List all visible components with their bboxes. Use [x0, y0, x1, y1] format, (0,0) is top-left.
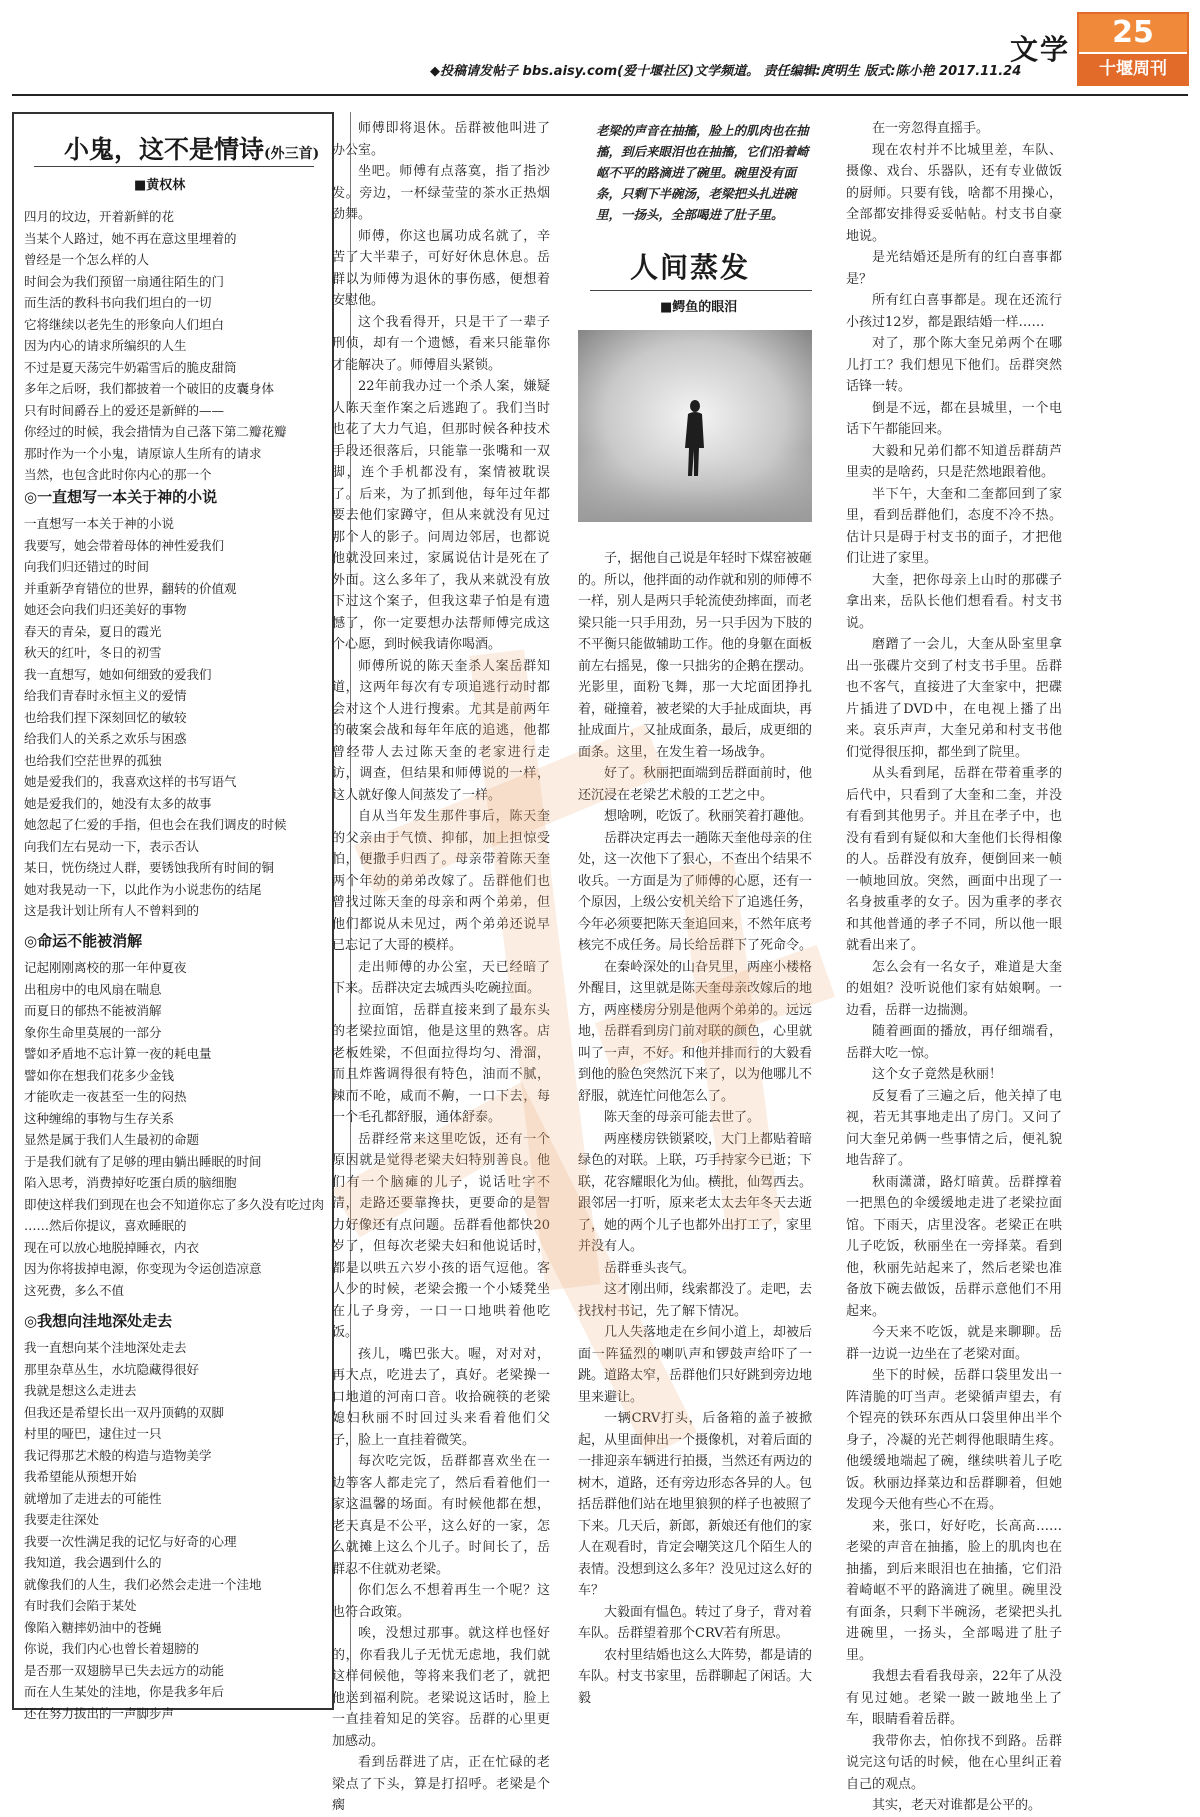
poem-line: 象你生命里莫展的一部分 [24, 1024, 162, 1040]
story-paragraph: 自从当年发生那件事后，陈天奎的父亲由于气愤、抑郁，加上担惊受怕，便撒手归西了。母亲带着陈天奎两个年幼的弟弟改嫁了。岳群他们也曾找过陈天奎的母亲和两个弟弟，但他们都说从未见过，两个弟弟还说早已忘记了大哥的模样。 [332, 809, 550, 953]
story-paragraph: 来，张口，好好吃，长高高……老梁的声音在抽搐，脸上的肌肉也在抽搐，到后来眼泪也在抽搐，它们沿着崎岖不平的路滴进了碗里。碗里没有面条，只剩下半碗汤，老梁把头扎进碗里，一扬头，全部喝进了肚子里。 [846, 1518, 1062, 1663]
poem-line: 当然，也包含此时你内心的那一个 [24, 467, 212, 482]
fog-figure-photo [578, 330, 812, 522]
story-paragraph: 我想去看看我母亲，22年了从没有见过她。老梁一跛一跛地坐上了车，眼睛看着岳群。 [846, 1669, 1062, 1727]
poem-line: 陷入思考，消费掉好吃蛋白质的脑细胞 [24, 1175, 237, 1190]
story-paragraph: 两座楼房铁锁紧咬，大门上都贴着暗绿色的对联。上联，巧手持家今已逝；下联，花容耀眼化为仙。横批，仙驾西去。跟邻居一打听，原来老太太去年冬天去逝了，她的两个儿子也都外出打工了，家里并没有人。 [578, 1131, 813, 1254]
poem-line: 只有时间爵吞上的爱还是新鲜的—— [24, 402, 225, 418]
story-paragraph: 倒是不远，都在县城里，一个电话下午都能回来。 [846, 400, 1062, 437]
story-column-3 [846, 118, 1062, 1813]
story-paragraph: 所有红白喜事都是。现在还流行小孩过12岁，都是跟结婚一样…… [846, 293, 1062, 330]
story-paragraph: 岳群垂头丧气。 [604, 1260, 696, 1276]
story-paragraph: 拉面馆，岳群直接来到了最东头的老梁拉面馆，他是这里的熟客。店老板姓梁，不但面拉得均匀、滑溜，而且炸酱调得很有特色，油而不腻，辣而不呛，咸而不齁，一口下去，每一个毛孔都舒服，通体舒泰。 [332, 1002, 550, 1125]
poem-line: 就增加了走进去的可能性 [24, 1490, 162, 1506]
story-paragraph: 对了，那个陈大奎兄弟两个在哪儿打工？我们想见下他们。岳群突然话锋一转。 [846, 336, 1062, 394]
poem-line: 向我们左右晃动一下，表示否认 [24, 838, 200, 854]
pull-quote: 老梁的声音在抽搐，脸上的肌肉也在抽搐，到后来眼泪也在抽搐，它们沿着崎岖不平的路滴进了碗里。碗里没有面条，只剩下半碗汤，老梁把头扎进碗里，一扬头，全部喝进了肚子里。 [596, 123, 809, 222]
poem-subtitle-2: ◎命运不能被消解 [24, 932, 143, 950]
poem-line: 记起刚刚离校的那一年仲夏夜 [24, 960, 187, 975]
story-paragraph: 22年前我办过一个杀人案，嫌疑人陈天奎作案之后逃跑了。我们当时也花了大力气追，但那时候各种技术手段还很落后，只能靠一张嘴和一双脚，连个手机都没有，案情被耽误了。后来，为了抓到他，每年过年都要去他们家蹲守，但从来就没有见过那个人的影子。问周边邻居，也都说他就没回来过，家属说估计是死在了外面。这么多年了，我从来就没有放下过这个案子，但我这辈子怕是有遗憾了，你一定要想办法帮师傅完成这个心愿，到时候我请你喝酒。 [332, 379, 550, 652]
poem-box [12, 112, 334, 1721]
story-paragraph: 唉，没想过那事。就这样也怪好的，你看我儿子无忧无虑地，我们就这样伺候他，等将来我们老了，就把他送到福利院。老梁说这话时，脸上一直挂着知足的笑容。岳群的心里更加感动。 [332, 1626, 550, 1749]
poem-subtitle-1: ◎一直想写一本关于神的小说 [24, 488, 218, 506]
poem-line: 我要走往深处 [24, 1512, 100, 1527]
poem-line: 因为你将拔掉电源，你变现为令运创造凉意 [24, 1261, 262, 1276]
story-column-2 [578, 548, 812, 1710]
story-paragraph: 在秦岭深处的山旮旯里，两座小楼格外醒目，这里就是陈天奎母亲改嫁后的地方，两座楼房分别是他两个弟弟的。远远地，岳群看到房门前对联的颜色，心里就叫了一声，不好。和他并排而行的大毅看到他的脸色突然沉下来了，以为他哪儿不舒服，就连忙问他怎么了。 [578, 959, 813, 1104]
story-paragraph: 岳群经常来这里吃饭，还有一个原因就是觉得老梁夫妇特别善良。他们有一个脑瘫的儿子，说话吐字不清，走路还要靠搀扶，更要命的是智力好像还有点问题。岳群看他都快20岁了，但每次老梁夫妇和他说话时，都是以哄五六岁小孩的语气逗他。客人少的时候，老梁会搬一个小矮凳坐在儿子身旁，一口一口地哄着他吃饭。 [332, 1131, 550, 1340]
story-paragraph: 你们怎么不想着再生一个呢？这也符合政策。 [332, 1583, 550, 1620]
story-paragraph: 是光结婚还是所有的红白喜事都是？ [846, 250, 1062, 287]
story-paragraph: 现在农村并不比城里差，车队、摄像、戏台、乐器队，还有专业做饭的厨师。只要有钱，啥都不用操心，全部都安排得妥妥帖帖。村支书自豪地说。 [846, 142, 1062, 244]
poem-line: 我要写，她会带着母体的神性爱我们 [24, 537, 225, 553]
poem-line: 向我们归还错过的时间 [24, 559, 150, 574]
story-paragraph: 随着画面的播放，再仔细端看，岳群大吃一惊。 [846, 1024, 1062, 1061]
poem-line: 她还会向我们归还美好的事物 [24, 602, 187, 617]
poem-subtitle-3: ◎我想向洼地深处走去 [24, 1312, 173, 1330]
poem-line: 时间会为我们预留一扇通往陌生的门 [24, 273, 225, 289]
poem-line: 有时我们会陷于某处 [24, 1598, 137, 1613]
poem-part-3 [24, 957, 324, 1301]
poem-line: 她忽起了仁爱的手指，但也会在我们调皮的时候 [24, 817, 287, 832]
poem-line: 你说，我们内心也曾长着翅膀的 [24, 1641, 200, 1656]
poem-line: 多年之后呀，我们都披着一个破旧的皮囊身体 [24, 381, 275, 396]
story-paragraph: 好了。秋丽把面端到岳群面前时，他还沉浸在老梁艺术般的工艺之中。 [578, 766, 813, 803]
story-paragraph: 坐下的时候，岳群口袋里发出一阵清脆的叮当声。老梁循声望去，有个锃亮的铁环东西从口袋里伸出半个身子，冷凝的光芒刺得他眼睛生疼。他缓缓地端起了碗，继续哄着儿子吃饭。秋丽边择菜边和岳群聊着，但她发现今天他有些心不在焉。 [846, 1368, 1062, 1512]
story-paragraph: 看到岳群进了店，正在忙碌的老梁点了下头，算是打招呼。老梁是个瘸 [332, 1755, 550, 1813]
poem-line: 她是爱我们的，她没有太多的故事 [24, 795, 212, 811]
poem-line: 春天的青朵，夏日的霞光 [24, 623, 162, 639]
title-divider [34, 166, 314, 167]
story-paragraph: 其实，老天对谁都是公平的。 [872, 1798, 1042, 1813]
poem-line: 她对我晃动一下，以此作为小说悲伤的结尾 [24, 881, 262, 897]
poem-line: 这死费，多么不值 [24, 1282, 125, 1298]
poem-line: 我要一次性满足我的记忆与好奇的心理 [24, 1533, 237, 1549]
poem-line: 我记得那艺术般的构造与造物美学 [24, 1447, 212, 1463]
story-paragraph: 孩儿，嘴巴张大。喔，对对对，再大点，吃进去了，真好。老梁操一口地道的河南口音。收拾碗筷的老梁媳妇秋丽不时回过头来看着他们父子，脸上一直挂着微笑。 [332, 1346, 550, 1448]
story-paragraph: 这才刚出师，线索都没了。走吧，去找找村书记，先了解下情况。 [578, 1282, 813, 1319]
story-paragraph: 大毅和兄弟们都不知道岳群葫芦里卖的是啥药，只是茫然地跟着他。 [846, 443, 1062, 480]
story-title: 人间蒸发 [630, 251, 751, 284]
page-number: 25 [1079, 14, 1187, 52]
poem-line: 四月的坟边，开着新鲜的花 [24, 209, 175, 224]
poem-line: 她是爱我们的，我喜欢这样的书写语气 [24, 774, 237, 789]
poem-line: 我知道，我会遇到什么的 [24, 1555, 162, 1570]
poem-title-suffix: (外三首) [264, 146, 320, 162]
story-paragraph: 磨蹭了一会儿，大奎从卧室里拿出一张碟片交到了村支书手里。岳群也不客气，直接进了大奎家中，把碟片插进了DVD中，在电视上播了出来。哀乐声声，大奎兄弟和村支书他们觉得很压抑，都坐到了院里。 [846, 637, 1062, 760]
poem-line: 就像我们的人生，我们必然会走进一个洼地 [24, 1576, 262, 1592]
poem-line: 现在可以放心地脱掉睡衣，内衣 [24, 1239, 200, 1255]
poem-line: 我就是想这么走进去 [24, 1383, 137, 1398]
poem-line: 你经过的时候，我会措情为自己落下第二瓣花瓣 [24, 424, 287, 439]
poem-line: 是否那一双翅膀早已失去远方的动能 [24, 1662, 225, 1678]
poem-line: 才能吹走一夜甚至一生的闷热 [24, 1089, 187, 1104]
story-paragraph: 陈天奎的母亲可能去世了。 [604, 1110, 761, 1125]
story-paragraph: 大毅面有愠色。转过了身子，背对着车队。岳群望着那个CRV若有所思。 [578, 1604, 813, 1641]
poem-part-4 [24, 1337, 324, 1724]
poem-part-1 [24, 206, 324, 486]
poem-author: ■黄权林 [134, 178, 186, 193]
masthead [0, 0, 1200, 96]
poem-line: 曾经是一个怎么样的人 [24, 252, 150, 267]
section-title: 文学 [1010, 33, 1071, 66]
paper-name: 十堰周刊 [1079, 54, 1187, 84]
story-paragraph: 这个我看得开，只是干了一辈子刑侦，却有一个遗憾，看来只能靠你才能解决了。师傅眉头紧锁。 [332, 314, 550, 373]
poem-line: 这种缠绵的事物与生存关系 [24, 1110, 175, 1126]
story-paragraph: 师傅，你这也属功成名就了，辛苦了大半辈子，可好好休息休息。岳群以为师傅为退休的事伤感，便想着安慰他。 [332, 228, 550, 308]
story-paragraph: 怎么会有一名女子，难道是大奎的姐姐？没听说他们家有姑娘啊。一边看，岳群一边揣测。 [846, 959, 1062, 1018]
story-paragraph: 半下午，大奎和二奎都回到了家里，看到岳群他们，态度不冷不热。估计只是碍于村支书的面子，才把他们让进了家里。 [846, 486, 1062, 566]
story-paragraph: 今天来不吃饭，就是来聊聊。岳群一边说一边坐在了老梁对面。 [846, 1325, 1062, 1362]
story-paragraph: 子，据他自己说是年轻时下煤窑被砸的。所以，他拌面的动作就和别的师傅不一样，别人是两只手轮流使劲摔面，而老梁只能一只手用劲，另一只手因为下肢的不平衡只能做辅助工作。他的身躯在面板前左右摇晃，像一只拙劣的企鹅在摆动。光影里，面粉飞舞，那一大坨面团挣扎着，碰撞着，被老梁的大手扯成面块，再扯成面片，又扯成面条，最后，成更细的面条。这里，在发生着一场战争。 [578, 551, 813, 760]
fog-photo-image [578, 330, 812, 522]
poem-line: 譬如你在想我们花多少金钱 [24, 1067, 175, 1083]
poem-line: 我一直想向某个洼地深处走去 [24, 1340, 187, 1355]
story-paragraph: 反复看了三遍之后，他关掉了电视，若无其事地走出了房门。又问了问大奎兄弟俩一些事情之后，便礼貌地告辞了。 [846, 1088, 1062, 1168]
editor-info-line: ◆投稿请发帖子 bbs.aisy.com(爱十堰社区)文学频道。 责任编辑:庹明生 版式:陈小艳 2017.11.24 [430, 64, 1022, 79]
story-paragraph: 大奎，把你母亲上山时的那碟子拿出来，岳队长他们想看看。村支书说。 [846, 572, 1062, 631]
poem-line: 那里杂草丛生，水坑隐藏得很好 [24, 1361, 200, 1377]
story-paragraph: 农村里结婚也这么大阵势，都是请的车队。村支书家里，岳群聊起了闲话。大毅 [578, 1647, 813, 1706]
poem-title [64, 130, 319, 166]
poem-line: 因为内心的请求所编织的人生 [24, 338, 187, 353]
poem-line: 一直想写一本关于神的小说 [24, 516, 175, 531]
header-rule [12, 94, 1188, 96]
poem-line: 而生活的教科书向我们坦白的一切 [24, 295, 212, 310]
story-paragraph: 想啥咧，吃饭了。秋丽笑着打趣他。 [604, 809, 813, 824]
poem-line: 于是我们就有了足够的理由躺出睡眠的时间 [24, 1153, 262, 1169]
poem-line: 给我们青春时永恒主义的爱情 [24, 688, 187, 703]
story-paragraph: 师傅即将退休。岳群被他叫进了办公室。 [332, 121, 550, 158]
poem-line: 我一直想写，她如何细致的爱我们 [24, 666, 212, 682]
story-title-rule [590, 290, 812, 291]
poem-line: 显然是属于我们人生最初的命题 [24, 1132, 200, 1147]
poem-line: 秋天的红叶，冬日的初雪 [24, 645, 162, 660]
story-paragraph: 走出师傅的办公室，天已经暗了下来。岳群决定去城西头吃碗拉面。 [332, 959, 550, 996]
poem-line: 出租房中的电风扇在喘息 [24, 981, 162, 997]
poem-line: 我希望能从预想开始 [24, 1469, 137, 1484]
story-paragraph: 这个女子竟然是秋丽！ [872, 1067, 1003, 1082]
story-paragraph: 从头看到尾，岳群在带着重孝的后代中，只看到了大奎和二奎，并没有看到其他男子。并且在孝子中，也没有看到有疑似和大奎他们长得相像的人。岳群没有放弃，便倒回来一帧一帧地回放。突然，画面中出现了一名身披重孝的女子。因为重孝的孝衣和其他普通的孝子不同，所以他一眼就看出来了。 [846, 766, 1062, 953]
poem-line: 当某个人路过，她不再在意这里埋着的 [24, 230, 237, 246]
poem-line: 这是我计划让所有人不曾料到的 [24, 903, 200, 918]
story-paragraph: 秋雨潇潇，路灯暗黄。岳群撑着一把黑色的伞缓缓地走进了老梁拉面馆。下雨天，店里没客。老梁正在哄儿子吃饭，秋丽坐在一旁择菜。看到他，秋丽先站起来了，然后老梁也准备放下碗去做饭，岳群示意他们不用起来。 [846, 1174, 1062, 1319]
poem-line: 而在人生某处的洼地，你是我多年后 [24, 1684, 225, 1699]
story-paragraph: 一辆CRV打头，后备箱的盖子被掀起，从里面伸出一个摄像机，对着后面的一排迎亲车辆进行拍摄，当然还有两边的树木，道路，还有旁边形态各异的人。包括岳群他们站在地里狼狈的样子也被照了下来。几天后，新郎，新娘还有他们的家人在观看时，肯定会嘲笑这几个陌生人的表情。没想到这么多年？没见过这么好的车？ [578, 1411, 813, 1598]
story-paragraph: 师傅所说的陈天奎杀人案岳群知道，这两年每次有专项追逃行动时都会对这个人进行搜索。尤其是前两年的破案会战和每年年底的追逃，他都曾经带人去过陈天奎的老家进行走访，调查，但结果和师傅说的一样，这人就好像人间蒸发了一样。 [332, 658, 550, 803]
page-badge [1077, 12, 1189, 86]
poem-line: 也给我们空茫世界的孤独 [24, 752, 162, 768]
story-paragraph: 岳群决定再去一趟陈天奎他母亲的住处，这一次他下了狠心，不查出个结果不收兵。一方面是为了师傅的心愿，还有一个原因，上级公安机关给下了追逃任务，今年必须要把陈天奎追回来，不然年底考核完不成任务。局长给岳群下了死命令。 [578, 830, 813, 953]
story-column-1 [332, 118, 550, 1813]
poem-title-text: 小鬼，这不是情诗 [64, 135, 265, 164]
poem-line: 并重新孕育错位的世界，翻转的价值观 [24, 580, 237, 596]
poem-line: 而夏日的郁热不能被消解 [24, 1003, 162, 1018]
poem-line: 譬如矛盾地不忘计算一夜的耗电量 [24, 1046, 212, 1061]
story-author: ■鳄鱼的眼泪 [660, 300, 738, 315]
poem-line: 村里的哑巴，逮住过一只 [24, 1426, 162, 1441]
poem-line: 还在努力拔出的一声脚步声 [24, 1705, 175, 1721]
poem-line: 给我们人的关系之欢乐与困惑 [24, 731, 187, 746]
poem-line: 某日，恍伤绕过人群，要锈蚀我所有时间的铜 [24, 860, 275, 875]
story-paragraph: 每次吃完饭，岳群都喜欢坐在一边等客人都走完了，然后看着他们一家这温馨的场面。有时候他都在想，老天真是不公平，这么好的一家，怎么就摊上这么个儿子。时间长了，岳群忍不住就劝老梁。 [332, 1454, 550, 1577]
poem-line: 不过是夏天荡完牛奶霜雪后的脆皮甜筒 [24, 359, 237, 375]
poem-line: ……然后你提议，喜欢睡眠的 [24, 1218, 187, 1233]
story-paragraph: 在一旁忽得直摇手。 [872, 121, 990, 136]
poem-part-2 [24, 513, 324, 922]
poem-line: 像陷入糖摔奶油中的苍蝇 [24, 1619, 162, 1635]
story-paragraph: 几人失落地走在乡间小道上，却被后面一阵猛烈的喇叭声和锣鼓声给吓了一跳。道路太窄，岳群他们只好跳到旁边地里来避让。 [578, 1325, 813, 1405]
poem-line: 它将继续以老先生的形象向人们坦白 [24, 316, 225, 332]
story-paragraph: 我带你去，怕你找不到路。岳群说完这句话的时候，他在心里纠正着自己的观点。 [846, 1733, 1062, 1792]
story-paragraph: 坐吧。师傅有点落寞，指了指沙发。旁边，一杯绿莹莹的茶水正热烟劲舞。 [332, 164, 550, 222]
poem-line: 即使这样我们到现在也会不知道你忘了多久没有吃过肉 [24, 1196, 325, 1212]
poem-line: 也给我们捏下深刻回忆的敏较 [24, 709, 187, 725]
poem-line: 但我还是希望长出一双丹顶鹤的双脚 [24, 1404, 225, 1420]
poem-line: 那时作为一个小鬼，请原谅人生所有的请求 [24, 445, 262, 461]
